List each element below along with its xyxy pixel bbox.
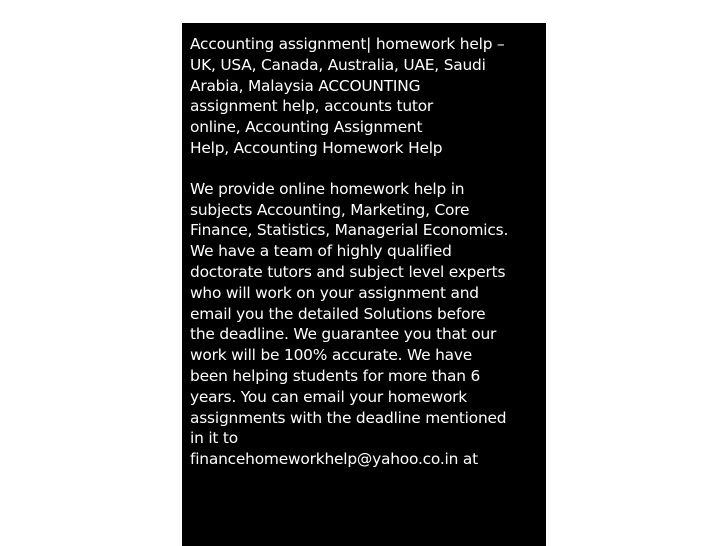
body-line: We provide online homework help in bbox=[190, 179, 465, 198]
heading-line: UK, USA, Canada, Australia, UAE, Saudi bbox=[190, 55, 486, 74]
paragraph-gap bbox=[190, 159, 546, 179]
body-line: been helping students for more than 6 bbox=[190, 366, 481, 385]
heading-line: Accounting assignment| homework help – bbox=[190, 35, 505, 53]
heading-line: Arabia, Malaysia ACCOUNTING bbox=[190, 76, 421, 95]
body-block bbox=[190, 179, 546, 470]
heading-line: online, Accounting Assignment bbox=[190, 118, 423, 137]
body-line: subjects Accounting, Marketing, Core bbox=[190, 200, 470, 219]
body-line: who will work on your assignment and bbox=[190, 283, 479, 302]
body-line: doctorate tutors and subject level experts bbox=[190, 262, 506, 281]
heading-line: assignment help, accounts tutor bbox=[190, 97, 434, 116]
body-line: work will be 100% accurate. We have bbox=[190, 346, 473, 365]
text-panel bbox=[182, 23, 546, 546]
body-line: Finance, Statistics, Managerial Economics. bbox=[190, 221, 509, 240]
body-line: financehomeworkhelp@yahoo.co.in at bbox=[190, 450, 478, 469]
body-line: email you the detailed Solutions before bbox=[190, 304, 486, 323]
body-line: assignments with the deadline mentioned bbox=[190, 408, 507, 427]
body-line: We have a team of highly qualified bbox=[190, 242, 452, 261]
heading-line: Help, Accounting Homework Help bbox=[190, 138, 443, 157]
body-line: years. You can email your homework bbox=[190, 387, 468, 406]
body-line: in it to bbox=[190, 429, 238, 448]
body-line: the deadline. We guarantee you that our bbox=[190, 325, 497, 344]
heading-block bbox=[190, 34, 546, 159]
